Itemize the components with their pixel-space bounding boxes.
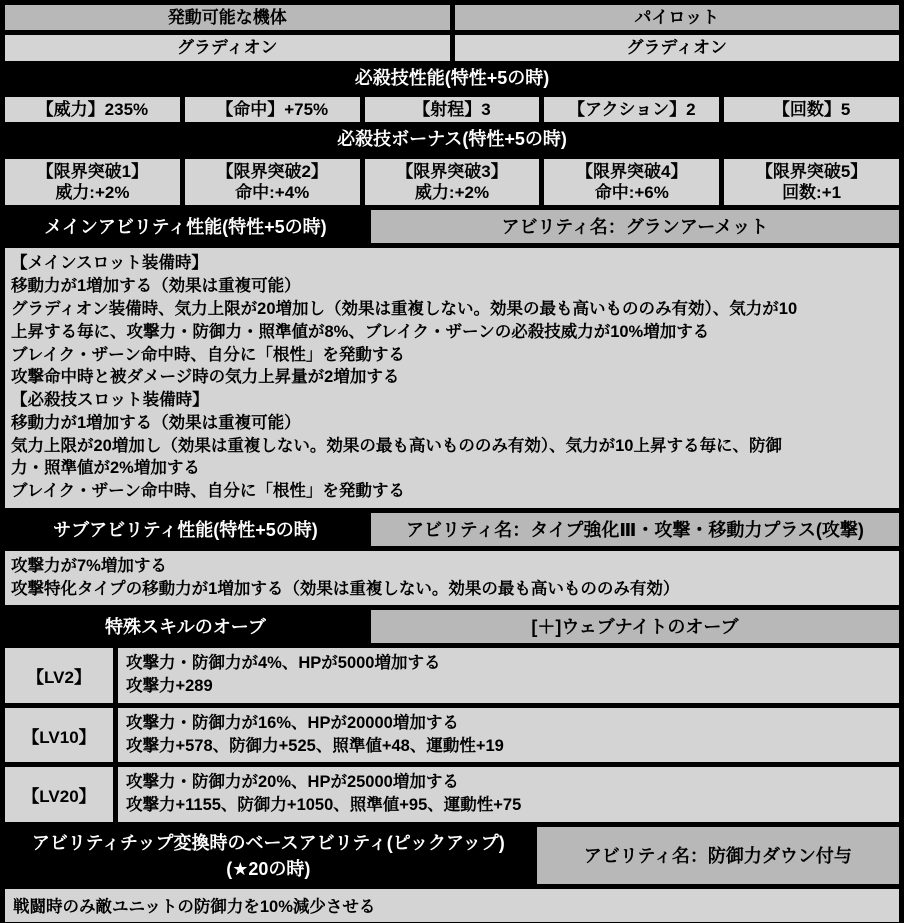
orb-body-lv10	[117, 707, 900, 764]
main-ability-line-1: 【メインスロット装備時】	[11, 254, 208, 273]
top-value-row	[4, 34, 900, 61]
bonus-break-3	[364, 158, 541, 207]
orb-lv10-line-2: 攻撃力+578、防御力+525、照準値+48、運動性+19	[126, 736, 504, 755]
stat-range: 【射程】3	[364, 96, 541, 123]
bonus-break-1-title: 【限界突破1】	[36, 161, 149, 181]
main-ability-line-2: 移動力が1増加する（効果は重複可能）	[11, 277, 301, 296]
value-pilot: グラディオン	[454, 34, 901, 61]
top-header-row	[4, 4, 900, 31]
orb-body-lv2	[117, 647, 900, 704]
main-ability-label: メインアビリティ性能(特性+5の時)	[4, 209, 367, 244]
bonus-break-2	[184, 158, 361, 207]
sub-ability-line-1: 攻撃力が7%増加する	[11, 556, 167, 575]
special-bonus-row	[4, 158, 900, 207]
main-ability-line-9: 気力上限が20増加し（効果は重複しない。効果の最も高いもののみ有効）、気力が10上昇する毎に、防御	[11, 436, 782, 455]
orb-body-lv20	[117, 766, 900, 823]
bonus-break-4-value: 命中:+6%	[594, 183, 669, 203]
value-unit: グラディオン	[4, 34, 451, 61]
orb-lv20-line-2: 攻撃力+1155、防御力+1050、照準値+95、運動性+75	[126, 796, 522, 815]
header-pilot: パイロット	[454, 4, 901, 31]
orb-row-lv20	[4, 766, 900, 823]
sub-ability-name: アビリティ名：タイプ強化Ⅲ・攻撃・移動力プラス(攻撃)	[370, 512, 900, 547]
special-performance-row	[4, 96, 900, 123]
sub-ability-label: サブアビリティ性能(特性+5の時)	[4, 512, 367, 547]
bonus-break-1-value: 威力:+2%	[55, 183, 130, 203]
orb-lv2-line-1: 攻撃力・防御力が4%、HPが5000増加する	[126, 654, 441, 673]
orb-level-lv2: 【LV2】	[4, 647, 114, 704]
orb-label: 特殊スキルのオーブ	[4, 609, 367, 644]
bonus-break-1	[4, 158, 181, 207]
stat-power: 【威力】235%	[4, 96, 181, 123]
orb-row-lv10	[4, 707, 900, 764]
stat-action: 【アクション】2	[543, 96, 720, 123]
main-ability-line-4: 上昇する毎に、攻撃力・防御力・照準値が8%、ブレイク・ザーンの必殺技威力が10%増加する	[11, 322, 710, 341]
main-ability-line-10: 力・照準値が2%増加する	[11, 459, 200, 478]
bonus-break-3-value: 威力:+2%	[414, 183, 490, 203]
orb-lv2-line-2: 攻撃力+289	[126, 677, 213, 696]
orb-lv10-line-1: 攻撃力・防御力が16%、HPが20000増加する	[126, 713, 459, 732]
orb-header	[4, 609, 900, 644]
orb-level-lv20: 【LV20】	[4, 766, 114, 823]
stat-count: 【回数】5	[723, 96, 900, 123]
bonus-break-5-value: 回数:+1	[782, 183, 842, 203]
bonus-break-5-title: 【限界突破5】	[755, 161, 868, 181]
bonus-break-4	[543, 158, 720, 207]
header-unit: 発動可能な機体	[4, 4, 451, 31]
chip-ability-text: 戦闘時のみ敵ユニットの防御力を10%減少させる	[4, 888, 900, 923]
sub-ability-line-2: 攻撃特化タイプの移動力が1増加する（効果は重複しない。効果の最も高いもののみ有効）	[11, 579, 680, 598]
bonus-break-2-title: 【限界突破2】	[216, 161, 328, 181]
bonus-break-4-title: 【限界突破4】	[576, 161, 688, 181]
main-ability-name: アビリティ名：グランアーメット	[370, 209, 900, 244]
orb-level-lv10: 【LV10】	[4, 707, 114, 764]
main-ability-text	[4, 247, 900, 508]
stat-accuracy: 【命中】+75%	[184, 96, 361, 123]
main-ability-line-8: 移動力が1増加する（効果は重複可能）	[11, 413, 301, 432]
main-ability-header	[4, 209, 900, 244]
bonus-break-2-value: 命中:+4%	[235, 183, 310, 203]
bonus-break-3-title: 【限界突破3】	[396, 161, 508, 181]
orb-row-lv2	[4, 647, 900, 704]
bonus-break-5	[723, 158, 900, 207]
chip-ability-header	[4, 826, 900, 885]
chip-ability-label: アビリティチップ変換時のベースアビリティ(ピックアップ)(★20の時)	[4, 826, 533, 885]
main-ability-line-11: ブレイク・ザーン命中時、自分に「根性」を発動する	[11, 482, 405, 501]
special-bonus-band: 必殺技ボーナス(特性+5の時)	[4, 126, 900, 155]
main-ability-line-7: 【必殺技スロット装備時】	[11, 391, 209, 410]
chip-ability-name: アビリティ名：防御力ダウン付与	[536, 826, 900, 885]
orb-lv20-line-1: 攻撃力・防御力が20%、HPが25000増加する	[126, 773, 459, 792]
main-ability-line-6: 攻撃命中時と被ダメージ時の気力上昇量が2増加する	[11, 368, 400, 387]
main-ability-line-3: グラディオン装備時、気力上限が20増加し（効果は重複しない。効果の最も高いもののみ有効）、気力が10	[11, 299, 798, 318]
orb-name: [＋]ウェブナイトのオーブ	[370, 609, 900, 644]
special-performance-band: 必殺技性能(特性+5の時)	[4, 65, 900, 94]
sub-ability-header	[4, 512, 900, 547]
main-ability-line-5: ブレイク・ザーン命中時、自分に「根性」を発動する	[11, 345, 405, 364]
sub-ability-text	[4, 550, 900, 607]
